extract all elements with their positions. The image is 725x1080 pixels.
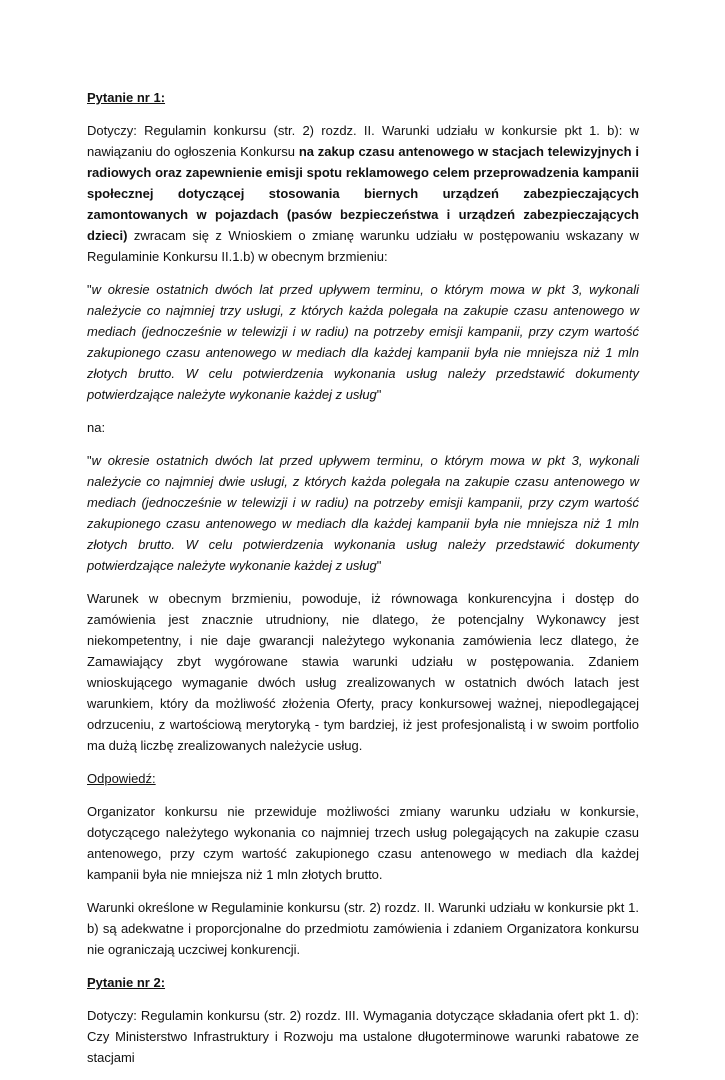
quote-close-mark: " [376, 558, 382, 573]
na-label: na: [87, 420, 106, 435]
quote-close-mark: " [376, 387, 382, 402]
current-wording-quote [87, 279, 639, 405]
quote-open-mark: " [87, 453, 92, 468]
question-1-intro-tail: zwracam się z Wnioskiem o zmianę warunku udziału w postępowaniu wskazany w Regulaminie Konkursu II.1.b) w obecnym brzmieniu: [87, 228, 639, 264]
answer-1-paragraph-2: Warunki określone w Regulaminie konkursu (str. 2) rozdz. II. Warunki udziału w konkursie pkt 1. b) są adekwatne i proporcjonalne do przedmiotu zamówienia i zdaniem Organizatora konkursu nie ograniczają uczciwej konkurencji. [87, 900, 639, 957]
answer-1-paragraph-1: Organizator konkursu nie przewiduje możliwości zmiany warunku udziału w konkursie, dotyczącego należytego wykonania co najmniej trzech usług polegających na zakupie czasu antenowego, przy czym wartość zakupionego czasu antenowego w mediach dla każdej kampanii była nie mniejsza niż 1 mln złotych brutto. [87, 804, 639, 882]
question-2-intro: Dotyczy: Regulamin konkursu (str. 2) rozdz. III. Wymagania dotyczące składania ofert pkt 1. d): Czy Ministerstwo Infrastruktury i Rozwoju ma ustalone długoterminowe warunki rabatowe ze stacjami [87, 1008, 639, 1065]
question-1-intro-bold: na zakup czasu antenowego w stacjach telewizyjnych i radiowych oraz zapewnienie emisji spotu reklamowego celem przeprowadzenia kampanii społecznej dotyczącej stosowania biernych urządzeń zabezpieczających zamontowanych w pojazdach (pasów bezpieczeństwa i urządzeń zabezpieczających dzieci) [87, 144, 639, 243]
proposed-wording-text: w okresie ostatnich dwóch lat przed upływem terminu, o którym mowa w pkt 3, wykonali należycie co najmniej dwie usługi, z których każda polegała na zakupie czasu antenowego w mediach (jednocześnie w telewizji i w radiu) na potrzeby emisji kampanii, przy czym wartość zakupionego czasu antenowego w mediach dla każdej kampanii była nie mniejsza niż 1 mln złotych brutto. W celu potwierdzenia wykonania usług należy przedstawić dokumenty potwierdzające należyte wykonanie każdej z usług [87, 453, 639, 573]
question-1-heading: Pytanie nr 1: [87, 90, 166, 105]
question-1-intro [87, 120, 639, 267]
question-1-argument: Warunek w obecnym brzmieniu, powoduje, iż równowaga konkurencyjna i dostęp do zamówienia jest znacznie utrudniony, nie dlatego, że potencjalny Wykonawcy jest niekompetentny, i nie daje gwarancji należytego wykonania zamówienia lecz dlatego, że Zamawiający zbyt wygórowane stawia warunki udziału w postępowania. Zdaniem wnioskującego wymaganie dwóch usług zrealizowanych w ostatnich dwóch latach jest warunkiem, który da możliwość złożenia Oferty, pracy konkursowej ważnej, niepodlegającej odrzuceniu, z wartościową merytoryką - tym bardziej, iż jest profesjonalistą i w swoim portfolio ma dużą liczbę zrealizowanych należycie usług. [87, 591, 639, 753]
question-2-heading: Pytanie nr 2: [87, 975, 166, 990]
quote-open-mark: " [87, 282, 92, 297]
question-1-intro-text: Dotyczy: Regulamin konkursu (str. 2) rozdz. II. Warunki udziału w konkursie pkt 1. b): w nawiązaniu do ogłoszenia Konkursu [87, 123, 639, 159]
proposed-wording-quote [87, 450, 639, 576]
document-page [87, 87, 639, 1080]
answer-1-heading: Odpowiedź: [87, 771, 156, 786]
current-wording-text: w okresie ostatnich dwóch lat przed upływem terminu, o którym mowa w pkt 3, wykonali należycie co najmniej trzy usługi, z których każda polegała na zakupie czasu antenowego w mediach (jednocześnie w telewizji i w radiu) na potrzeby emisji kampanii, przy czym wartość zakupionego czasu antenowego w mediach dla każdej kampanii była nie mniejsza niż 1 mln złotych brutto. W celu potwierdzenia wykonania usług należy przedstawić dokumenty potwierdzające należyte wykonanie każdej z usług [87, 282, 639, 402]
